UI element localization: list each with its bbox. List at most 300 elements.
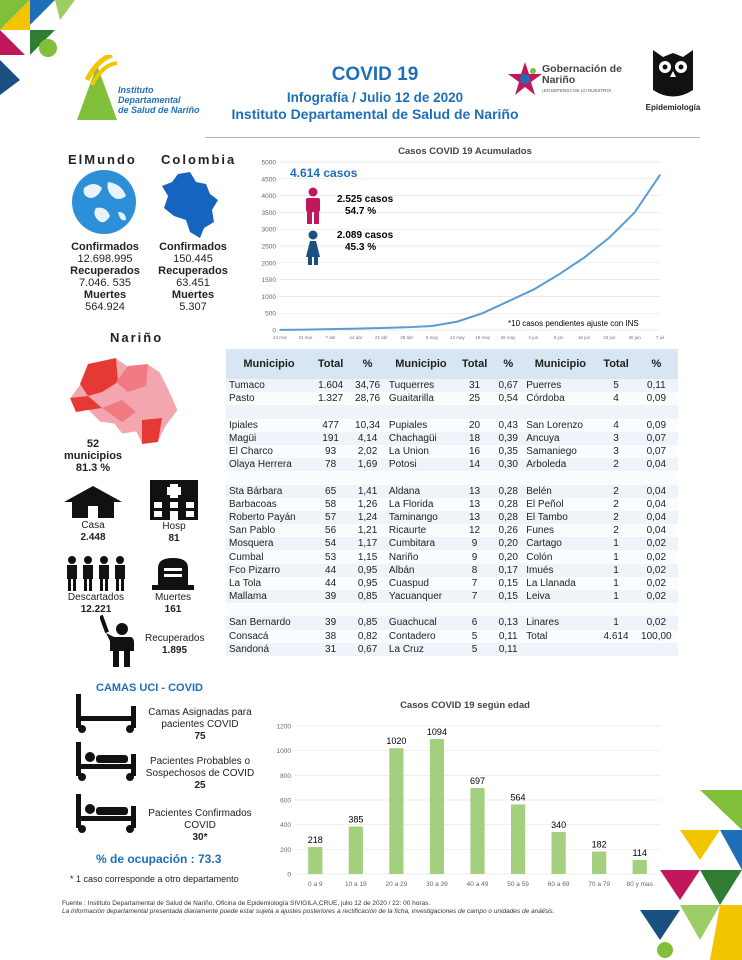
municipio-cell: Fco Pizarro — [226, 564, 312, 577]
bar-value-label: 182 — [591, 839, 607, 850]
table-row — [226, 537, 678, 550]
pct-cell: 0,28 — [493, 485, 523, 498]
male-icon — [306, 188, 320, 225]
total-cell — [597, 471, 634, 484]
table-row — [226, 590, 678, 603]
x-tick-label: 19 may — [475, 335, 491, 340]
municipio-cell: Mosquera — [226, 537, 312, 550]
total-cell: 1 — [597, 577, 634, 590]
bar-value-label: 385 — [348, 814, 364, 825]
table-row — [226, 511, 678, 524]
colombia-recuperados-label: Recuperados — [158, 265, 228, 277]
municipio-cell: Contadero — [386, 630, 456, 643]
x-tick-label: 7 abr — [325, 335, 336, 340]
line-point — [457, 321, 459, 323]
x-tick-label: 9 jun — [553, 335, 564, 340]
uci-confirmados-label: Pacientes Confirmados COVID — [148, 808, 252, 831]
pct-cell: 0,39 — [493, 432, 523, 445]
pct-cell: 1,24 — [349, 511, 386, 524]
y-tick-label: 4000 — [261, 193, 276, 201]
total-cell: 13 — [456, 498, 493, 511]
total-cell: 39 — [312, 590, 349, 603]
pct-cell: 1,69 — [349, 458, 386, 471]
total-cell: 1 — [597, 537, 634, 550]
x-tick-label: 16 jun — [577, 335, 591, 340]
pct-cell: 0,30 — [493, 458, 523, 471]
table-row — [226, 643, 678, 656]
line-point — [583, 257, 585, 259]
hospital-icon — [148, 480, 200, 520]
bar — [389, 748, 403, 874]
municipio-cell: Total — [523, 630, 597, 643]
pct-cell — [635, 643, 678, 656]
municipio-cell: San Pablo — [226, 524, 312, 537]
x-tick-label: 31 mar — [298, 335, 313, 340]
people-group-icon — [64, 555, 128, 591]
total-cell: 4 — [597, 392, 634, 405]
narino-municipios-label: municipios — [63, 450, 123, 462]
pct-cell: 0,04 — [635, 458, 678, 471]
uci-asignadas-value: 75 — [194, 731, 206, 742]
y-tick-label: 500 — [265, 310, 276, 318]
municipio-cell: Aldana — [386, 485, 456, 498]
total-cell: 3 — [597, 445, 634, 458]
epidemiologia-text: Epidemiología — [645, 103, 701, 112]
col2-pct-header: % — [493, 349, 523, 379]
total-cell: 1 — [597, 564, 634, 577]
total-cell: 7 — [456, 577, 493, 590]
total-cell: 56 — [312, 524, 349, 537]
line-point — [558, 274, 560, 276]
pct-cell: 0,15 — [493, 590, 523, 603]
municipio-cell: San Lorenzo — [523, 419, 597, 432]
municipio-cell: Tumaco — [226, 379, 312, 392]
pct-cell: 0,09 — [635, 419, 678, 432]
y-tick-label: 2000 — [261, 260, 276, 268]
y-tick-label: 5000 — [261, 159, 276, 167]
y-tick-label: 3500 — [261, 209, 276, 217]
cumulative-cases-chart — [255, 142, 673, 342]
municipio-cell: Chachagüi — [386, 432, 456, 445]
total-cell: 2 — [597, 498, 634, 511]
municipio-cell — [386, 405, 456, 418]
total-cell: 65 — [312, 485, 349, 498]
muertes-value: 161 — [164, 604, 182, 615]
pct-cell: 0,02 — [635, 550, 678, 563]
descartados-label: Descartados — [67, 592, 125, 603]
y-tick-label: 800 — [280, 772, 291, 780]
total-cell: 477 — [312, 419, 349, 432]
y-tick-label: 0 — [272, 327, 276, 335]
line-point — [330, 328, 332, 330]
line-point — [507, 301, 509, 303]
x-tick-label: 50 a 59 — [507, 881, 529, 888]
line-point — [355, 328, 357, 330]
total-cell: 54 — [312, 537, 349, 550]
municipio-cell — [226, 603, 312, 616]
pct-cell: 1,15 — [349, 550, 386, 563]
table-row — [226, 445, 678, 458]
municipio-cell: Cuaspud — [386, 577, 456, 590]
pct-cell — [349, 603, 386, 616]
casa-value: 2.448 — [80, 532, 106, 543]
pct-cell: 34,76 — [349, 379, 386, 392]
table-row — [226, 603, 678, 616]
pct-cell — [635, 405, 678, 418]
mundo-heading: ElMundo — [68, 152, 137, 167]
total-cell: 9 — [456, 550, 493, 563]
y-tick-label: 1000 — [276, 748, 291, 756]
total-cell: 3 — [597, 432, 634, 445]
pct-cell: 0,04 — [635, 524, 678, 537]
pct-cell: 0,04 — [635, 485, 678, 498]
gobernacion-logo — [508, 60, 620, 100]
header-divider — [205, 137, 700, 138]
x-tick-label: 26 may — [500, 335, 516, 340]
institution-title: Instituto Departamental de Salud de Nariño — [231, 106, 519, 122]
municipio-cell — [386, 471, 456, 484]
pct-cell: 1,17 — [349, 537, 386, 550]
total-cell: 57 — [312, 511, 349, 524]
pct-cell — [493, 405, 523, 418]
municipio-cell: Leiva — [523, 590, 597, 603]
recovered-person-icon — [100, 615, 140, 667]
ids-logo-icon — [72, 55, 122, 120]
municipio-cell: Pasto — [226, 392, 312, 405]
mundo-recuperados-label: Recuperados — [70, 265, 140, 277]
x-tick-label: 10 a 19 — [344, 881, 367, 888]
total-cell — [597, 405, 634, 418]
total-cell: 6 — [456, 616, 493, 629]
line-point — [406, 327, 408, 329]
y-tick-label: 1000 — [261, 293, 276, 301]
pct-cell: 0,67 — [349, 643, 386, 656]
table-row — [226, 616, 678, 629]
line-point — [533, 289, 535, 291]
bar-value-label: 697 — [469, 776, 486, 787]
total-cell — [312, 603, 349, 616]
x-tick-label: 60 a 69 — [547, 881, 570, 888]
x-tick-label: 24 mar — [272, 335, 288, 340]
table-row — [226, 458, 678, 471]
total-cell: 1.327 — [312, 392, 349, 405]
uci-heading: CAMAS UCI - COVID — [96, 682, 203, 694]
bar-value-label: 340 — [551, 820, 567, 831]
pct-cell: 4,14 — [349, 432, 386, 445]
pct-cell: 0,67 — [493, 379, 523, 392]
table-row — [226, 524, 678, 537]
total-cell: 5 — [456, 630, 493, 643]
line-point — [482, 312, 484, 314]
female-cases: 2.089 casos — [337, 230, 394, 241]
municipio-cell: Córdoba — [523, 392, 597, 405]
pct-cell: 0,11 — [635, 379, 678, 392]
footer-disclaimer: La información departamental presentada diariamente puede estar sujeta a ajustes posteriores a rectificación de la ficha, investigaciones de campo o unidades de análisis. — [62, 908, 555, 915]
municipio-cell: El Charco — [226, 445, 312, 458]
table-row — [226, 577, 678, 590]
pct-cell — [349, 471, 386, 484]
pct-cell: 0,82 — [349, 630, 386, 643]
age-cases-chart — [265, 696, 665, 896]
municipio-cell: La Tola — [226, 577, 312, 590]
municipio-cell: Albán — [386, 564, 456, 577]
col1-municipio-header: Municipio — [226, 349, 312, 379]
table-row — [226, 405, 678, 418]
municipio-cell: Funes — [523, 524, 597, 537]
total-cell — [312, 471, 349, 484]
municipio-cell: Sta Bárbara — [226, 485, 312, 498]
gobernacion-tagline: ¡EN DEFENSA DE LO NUESTRO! — [542, 88, 612, 93]
colombia-confirmados-label: Confirmados — [159, 241, 227, 253]
mundo-muertes-value: 564.924 — [85, 301, 125, 313]
pct-cell: 2,02 — [349, 445, 386, 458]
pct-cell: 100,00 — [635, 630, 678, 643]
pct-cell: 0,02 — [635, 616, 678, 629]
bar-value-label: 1094 — [426, 727, 447, 738]
table-row — [226, 392, 678, 405]
table-row — [226, 379, 678, 392]
bar-value-label: 564 — [510, 792, 526, 803]
y-tick-label: 200 — [280, 846, 291, 854]
bar — [633, 860, 647, 874]
line-point — [431, 325, 433, 327]
bar — [308, 847, 322, 874]
total-cell: 53 — [312, 550, 349, 563]
total-cell: 12 — [456, 524, 493, 537]
uci-probables-label: Pacientes Probables o Sospechosos de COVID — [145, 756, 255, 779]
total-cell: 1 — [597, 550, 634, 563]
line-point — [279, 329, 281, 331]
total-cell: 5 — [597, 379, 634, 392]
confirmed-patient-bed-icon — [74, 794, 138, 834]
pct-cell: 0,04 — [635, 498, 678, 511]
bar — [470, 788, 484, 874]
owl-icon — [648, 45, 698, 100]
narino-municipios-pct: 81.3 % — [75, 462, 111, 474]
y-tick-label: 1500 — [261, 277, 276, 285]
pct-cell: 0,26 — [493, 524, 523, 537]
colombia-heading: Colombia — [161, 152, 237, 167]
colombia-muertes-label: Muertes — [171, 289, 215, 301]
total-cell — [312, 405, 349, 418]
uci-item-asignadas — [140, 707, 260, 743]
municipio-cell: La Cruz — [386, 643, 456, 656]
municipio-cell: Potosi — [386, 458, 456, 471]
pct-cell: 0,95 — [349, 564, 386, 577]
narino-heading: Nariño — [110, 330, 164, 345]
total-cell: 1.604 — [312, 379, 349, 392]
patient-bed-icon — [74, 742, 138, 782]
mundo-muertes-label: Muertes — [83, 289, 127, 301]
pct-cell: 0,07 — [635, 445, 678, 458]
total-cell: 2 — [597, 511, 634, 524]
colombia-confirmados-value: 150.445 — [173, 253, 213, 265]
male-cases: 2.525 casos — [337, 194, 394, 205]
municipio-cell: Olaya Herrera — [226, 458, 312, 471]
municipio-cell: Magüi — [226, 432, 312, 445]
pct-cell: 0,20 — [493, 550, 523, 563]
pct-cell: 0,04 — [635, 511, 678, 524]
municipio-cell: Mallama — [226, 590, 312, 603]
colombia-recuperados-value: 63.451 — [176, 277, 210, 289]
municipio-cell: Guaitarilla — [386, 392, 456, 405]
line-point — [381, 327, 383, 329]
colombia-muertes-value: 5.307 — [179, 301, 207, 313]
y-tick-label: 4500 — [261, 176, 276, 184]
pct-cell — [635, 603, 678, 616]
municipio-cell: Arboleda — [523, 458, 597, 471]
municipio-cell: Cartago — [523, 537, 597, 550]
female-icon — [306, 231, 320, 266]
municipio-cell: Guachucal — [386, 616, 456, 629]
x-tick-label: 23 jun — [603, 335, 616, 340]
pct-cell: 0,35 — [493, 445, 523, 458]
total-cell: 2 — [597, 485, 634, 498]
total-cell: 38 — [312, 630, 349, 643]
x-tick-label: 40 a 49 — [466, 881, 489, 888]
total-cell: 16 — [456, 445, 493, 458]
col3-total-header: Total — [597, 349, 634, 379]
total-cell: 8 — [456, 564, 493, 577]
bar-value-label: 1020 — [386, 736, 407, 747]
x-tick-label: 28 abr — [400, 335, 414, 340]
pct-cell — [349, 405, 386, 418]
pct-cell: 0,15 — [493, 577, 523, 590]
municipio-cell — [523, 643, 597, 656]
municipio-cell: La Union — [386, 445, 456, 458]
gobernacion-logo-text: Gobernación de Nariño — [542, 63, 622, 86]
municipio-cell: Tuquerres — [386, 379, 456, 392]
total-cell: 13 — [456, 485, 493, 498]
line-point — [305, 329, 307, 331]
col2-total-header: Total — [456, 349, 493, 379]
total-cell: 191 — [312, 432, 349, 445]
colombia-map-icon — [160, 172, 220, 238]
pct-cell: 1,21 — [349, 524, 386, 537]
pct-cell: 0,54 — [493, 392, 523, 405]
total-cases-label: 4.614 casos — [290, 166, 358, 180]
pct-cell: 0,85 — [349, 616, 386, 629]
bar — [552, 832, 566, 874]
pct-cell: 28,76 — [349, 392, 386, 405]
total-cell: 44 — [312, 577, 349, 590]
pct-cell: 0,02 — [635, 590, 678, 603]
x-tick-label: 80 y mas — [626, 881, 653, 888]
total-cell: 7 — [456, 590, 493, 603]
total-cell: 25 — [456, 392, 493, 405]
municipio-cell: Yacuanquer — [386, 590, 456, 603]
uci-item-probables — [140, 756, 260, 792]
total-cell: 4 — [597, 419, 634, 432]
x-tick-label: 70 a 79 — [588, 881, 611, 888]
line-point — [634, 212, 636, 214]
pct-cell: 0,13 — [493, 616, 523, 629]
x-tick-label: 2 jun — [528, 335, 539, 340]
municipio-cell: Taminango — [386, 511, 456, 524]
y-tick-label: 400 — [280, 822, 291, 830]
recuperados-label: Recuperados — [145, 633, 205, 644]
table-row — [226, 564, 678, 577]
gobernacion-star-icon — [508, 62, 542, 96]
ids-logo-line2: Departamental — [118, 95, 181, 105]
muertes-label: Muertes — [154, 592, 192, 603]
house-icon — [64, 486, 122, 518]
municipio-cell: Puerres — [523, 379, 597, 392]
total-cell: 93 — [312, 445, 349, 458]
pct-cell: 0,02 — [635, 564, 678, 577]
casa-label: Casa — [81, 520, 105, 531]
total-cell: 39 — [312, 616, 349, 629]
table-row — [226, 630, 678, 643]
municipio-cell: Samaniego — [523, 445, 597, 458]
municipio-cell: Belén — [523, 485, 597, 498]
municipio-cell: Barbacoas — [226, 498, 312, 511]
total-cell: 18 — [456, 432, 493, 445]
pct-cell: 0,07 — [635, 432, 678, 445]
pct-cell — [493, 471, 523, 484]
total-cell: 14 — [456, 458, 493, 471]
pct-cell: 1,26 — [349, 498, 386, 511]
municipio-cell: Consacá — [226, 630, 312, 643]
total-cell — [456, 471, 493, 484]
table-row — [226, 498, 678, 511]
total-cell: 1 — [597, 616, 634, 629]
pct-cell: 0,85 — [349, 590, 386, 603]
total-cell: 31 — [312, 643, 349, 656]
uci-probables-value: 25 — [194, 780, 206, 791]
table-row — [226, 471, 678, 484]
mundo-recuperados-value: 7.046. 535 — [79, 277, 131, 289]
x-tick-label: 30 a 39 — [426, 881, 448, 888]
municipio-cell — [523, 471, 597, 484]
uci-item-confirmados — [140, 808, 260, 844]
municipio-cell: Imués — [523, 564, 597, 577]
mundo-confirmados-value: 12.698.995 — [77, 253, 133, 265]
line-point — [659, 174, 661, 176]
mundo-confirmados-label: Confirmados — [71, 241, 139, 253]
pct-cell: 0,95 — [349, 577, 386, 590]
total-cell: 20 — [456, 419, 493, 432]
municipio-cell: Ancuya — [523, 432, 597, 445]
uci-asignadas-label: Camas Asignadas para pacientes COVID — [148, 707, 252, 730]
total-cell — [597, 643, 634, 656]
descartados-value: 12.221 — [80, 604, 112, 615]
municipio-cell: Sandoná — [226, 643, 312, 656]
line-chart-title: Casos COVID 19 Acumulados — [398, 146, 532, 157]
pct-cell: 1,41 — [349, 485, 386, 498]
municipio-cell — [226, 405, 312, 418]
footer-source: Fuente : Instituto Departamental de Salud de Nariño, Oficina de Epidemiología SIVIGILA,CRUE, julio 12 de 2020 / 22: 00 horas. — [62, 900, 431, 907]
municipio-cell: Cumbitara — [386, 537, 456, 550]
ids-logo-line3: de Salud de Nariño — [118, 105, 200, 115]
ids-logo-line1: Instituto — [118, 85, 154, 95]
x-tick-label: 20 a 29 — [385, 881, 408, 888]
table-row — [226, 419, 678, 432]
municipio-cell: Ricaurte — [386, 524, 456, 537]
pct-cell: 10,34 — [349, 419, 386, 432]
col3-pct-header: % — [635, 349, 678, 379]
table-row — [226, 550, 678, 563]
col1-pct-header: % — [349, 349, 386, 379]
x-tick-label: 14 abr — [349, 335, 363, 340]
total-cell: 78 — [312, 458, 349, 471]
total-cell: 1 — [597, 590, 634, 603]
municipio-cell: El Tambo — [523, 511, 597, 524]
pct-cell — [493, 603, 523, 616]
municipio-cell — [523, 603, 597, 616]
total-cell: 13 — [456, 511, 493, 524]
total-cell: 58 — [312, 498, 349, 511]
